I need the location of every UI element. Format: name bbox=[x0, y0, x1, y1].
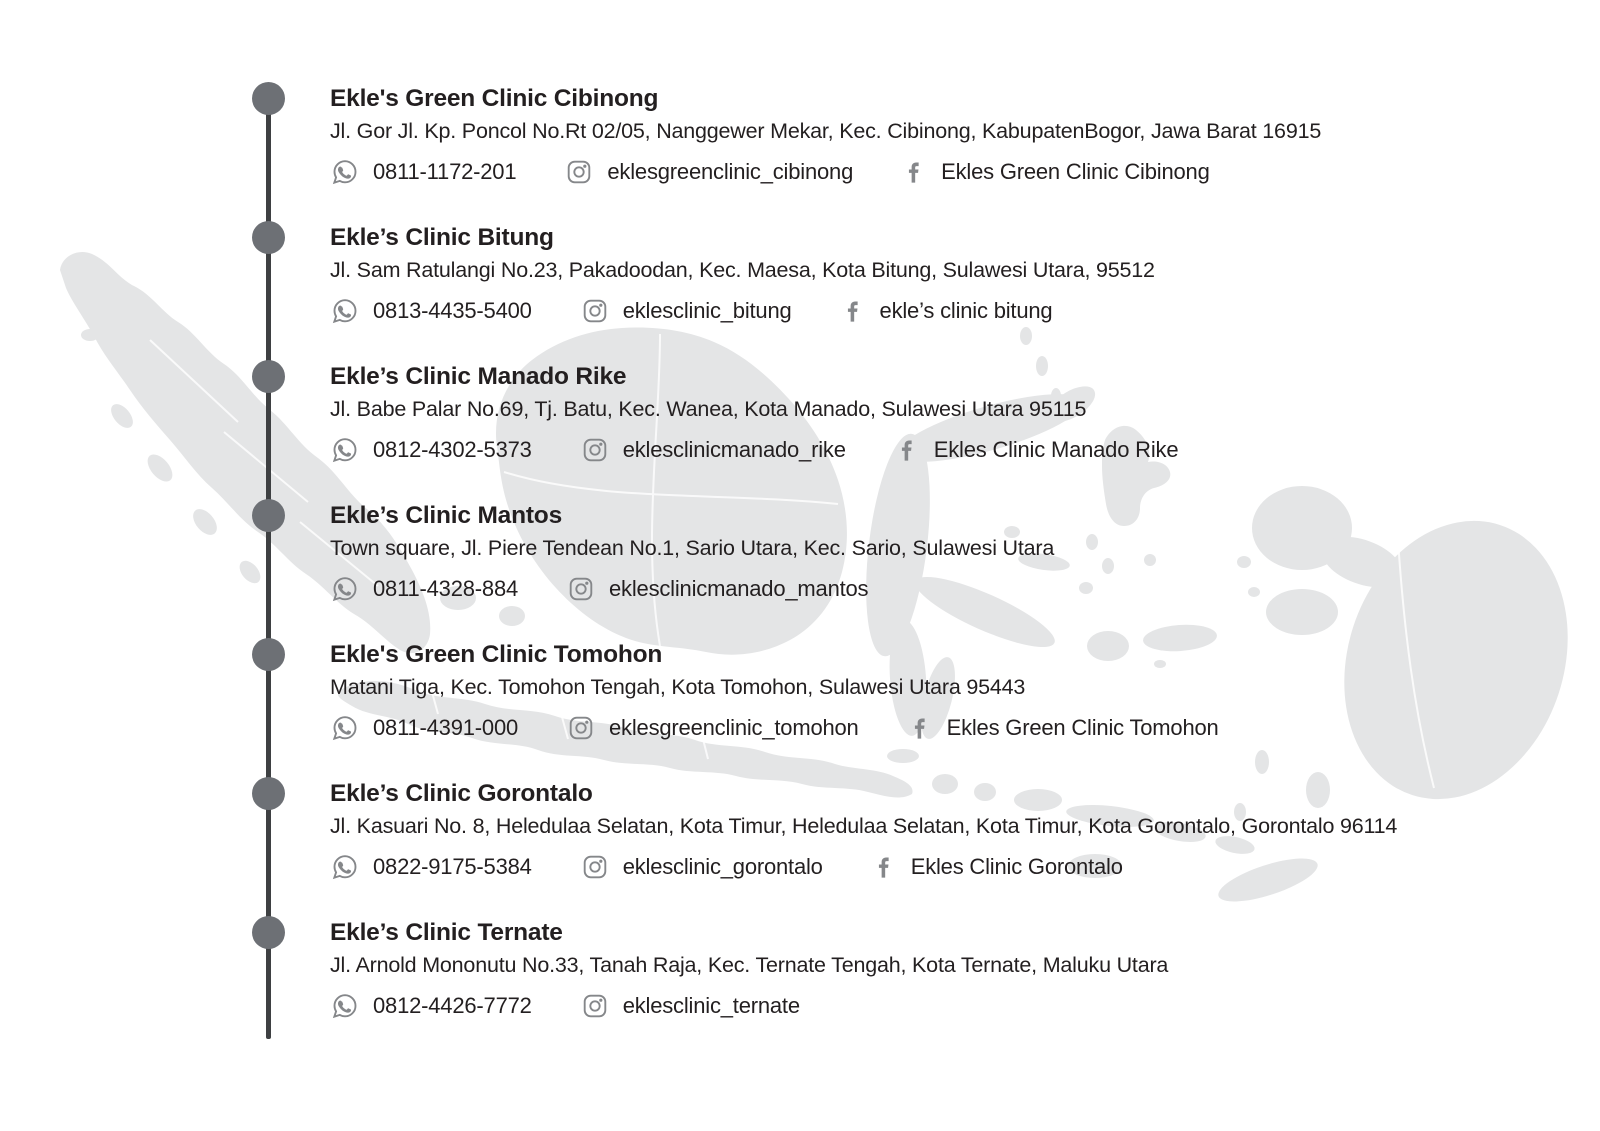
facebook-contact bbox=[907, 715, 1219, 742]
instagram-handle: eklesgreenclinic_tomohon bbox=[609, 715, 859, 740]
instagram-handle: eklesclinic_gorontalo bbox=[622, 854, 823, 879]
clinic-name: Ekle's Green Clinic Cibinong bbox=[330, 85, 659, 112]
clinic-address: Matani Tiga, Kec. Tomohon Tengah, Kota Tomohon, Sulawesi Utara 95443 bbox=[330, 675, 1026, 699]
clinic-entry bbox=[330, 501, 1397, 640]
whatsapp-icon bbox=[330, 157, 360, 187]
clinic-name: Ekle’s Clinic Manado Rike bbox=[330, 363, 627, 390]
clinic-name: Ekle’s Clinic Mantos bbox=[330, 502, 562, 529]
clinic-address: Jl. Babe Palar No.69, Tj. Batu, Kec. Wanea, Kota Manado, Sulawesi Utara 95115 bbox=[330, 397, 1087, 421]
whatsapp-icon bbox=[330, 991, 360, 1021]
timeline-dot bbox=[252, 82, 285, 115]
whatsapp-contact bbox=[330, 991, 532, 1021]
clinic-name: Ekle’s Clinic Ternate bbox=[330, 919, 563, 946]
whatsapp-contact bbox=[330, 713, 518, 743]
facebook-contact bbox=[901, 159, 1210, 186]
timeline-dot bbox=[252, 360, 285, 393]
whatsapp-number: 0812-4426-7772 bbox=[373, 993, 532, 1018]
instagram-icon bbox=[566, 713, 596, 743]
facebook-contact bbox=[871, 854, 1123, 881]
clinic-contacts bbox=[330, 571, 1397, 607]
facebook-icon bbox=[840, 298, 867, 325]
instagram-icon bbox=[580, 991, 610, 1021]
timeline-dot bbox=[252, 777, 285, 810]
instagram-handle: eklesgreenclinic_cibinong bbox=[607, 159, 854, 184]
whatsapp-icon bbox=[330, 296, 360, 326]
timeline-dot bbox=[252, 916, 285, 949]
instagram-contact bbox=[566, 713, 859, 743]
whatsapp-number: 0822-9175-5384 bbox=[373, 854, 532, 879]
clinic-contacts bbox=[330, 293, 1397, 329]
facebook-name: Ekles Clinic Gorontalo bbox=[910, 854, 1123, 879]
clinic-address: Jl. Kasuari No. 8, Heledulaa Selatan, Kota Timur, Heledulaa Selatan, Kota Timur, Kota Gorontalo, Gorontalo 96114 bbox=[330, 814, 1398, 838]
clinic-contacts bbox=[330, 849, 1397, 885]
instagram-handle: eklesclinicmanado_rike bbox=[622, 437, 846, 462]
instagram-handle: eklesclinic_ternate bbox=[622, 993, 800, 1018]
clinic-address: Jl. Arnold Mononutu No.33, Tanah Raja, Kec. Ternate Tengah, Kota Ternate, Maluku Utara bbox=[330, 953, 1169, 977]
whatsapp-icon bbox=[330, 435, 360, 465]
instagram-contact bbox=[580, 435, 846, 465]
instagram-contact bbox=[580, 296, 792, 326]
clinic-address: Jl. Gor Jl. Kp. Poncol No.Rt 02/05, Nanggewer Mekar, Kec. Cibinong, KabupatenBogor, Jawa Barat 16915 bbox=[330, 119, 1322, 143]
timeline-dot bbox=[252, 221, 285, 254]
clinic-address: Jl. Sam Ratulangi No.23, Pakadoodan, Kec. Maesa, Kota Bitung, Sulawesi Utara, 95512 bbox=[330, 258, 1155, 282]
whatsapp-contact bbox=[330, 574, 518, 604]
clinic-entry bbox=[330, 223, 1397, 362]
clinic-entry bbox=[330, 84, 1397, 223]
facebook-name: Ekles Green Clinic Tomohon bbox=[946, 715, 1219, 740]
facebook-name: Ekles Clinic Manado Rike bbox=[933, 437, 1179, 462]
whatsapp-number: 0811-4328-884 bbox=[373, 576, 519, 601]
whatsapp-number: 0811-4391-000 bbox=[373, 715, 519, 740]
instagram-contact bbox=[580, 991, 800, 1021]
instagram-icon bbox=[566, 574, 596, 604]
timeline-dot bbox=[252, 638, 285, 671]
whatsapp-number: 0811-1172-201 bbox=[373, 159, 517, 184]
instagram-icon bbox=[564, 157, 594, 187]
clinic-name: Ekle’s Clinic Gorontalo bbox=[330, 780, 593, 807]
facebook-contact bbox=[894, 437, 1179, 464]
instagram-contact bbox=[564, 157, 853, 187]
whatsapp-contact bbox=[330, 435, 532, 465]
clinic-list bbox=[330, 84, 1397, 1057]
clinic-contacts bbox=[330, 988, 1397, 1024]
clinic-entry bbox=[330, 918, 1397, 1057]
facebook-contact bbox=[840, 298, 1053, 325]
facebook-icon bbox=[894, 437, 921, 464]
whatsapp-number: 0813-4435-5400 bbox=[373, 298, 532, 323]
facebook-icon bbox=[871, 854, 898, 881]
whatsapp-icon bbox=[330, 574, 360, 604]
whatsapp-contact bbox=[330, 157, 516, 187]
whatsapp-number: 0812-4302-5373 bbox=[373, 437, 532, 462]
instagram-handle: eklesclinic_bitung bbox=[622, 298, 792, 323]
whatsapp-contact bbox=[330, 852, 532, 882]
timeline-dot bbox=[252, 499, 285, 532]
whatsapp-icon bbox=[330, 852, 360, 882]
whatsapp-contact bbox=[330, 296, 532, 326]
facebook-name: Ekles Green Clinic Cibinong bbox=[941, 159, 1210, 184]
facebook-name: ekle’s clinic bitung bbox=[879, 298, 1053, 323]
clinic-entry bbox=[330, 779, 1397, 918]
clinic-name: Ekle's Green Clinic Tomohon bbox=[330, 641, 663, 668]
clinic-contacts bbox=[330, 154, 1397, 190]
instagram-contact bbox=[566, 574, 868, 604]
whatsapp-icon bbox=[330, 713, 360, 743]
instagram-handle: eklesclinicmanado_mantos bbox=[609, 576, 869, 601]
clinic-entry bbox=[330, 362, 1397, 501]
clinic-entry bbox=[330, 640, 1397, 779]
instagram-icon bbox=[580, 435, 610, 465]
instagram-icon bbox=[580, 852, 610, 882]
facebook-icon bbox=[901, 159, 928, 186]
facebook-icon bbox=[907, 715, 934, 742]
clinic-contacts bbox=[330, 432, 1397, 468]
instagram-icon bbox=[580, 296, 610, 326]
instagram-contact bbox=[580, 852, 823, 882]
clinic-address: Town square, Jl. Piere Tendean No.1, Sario Utara, Kec. Sario, Sulawesi Utara bbox=[330, 536, 1055, 560]
clinic-name: Ekle’s Clinic Bitung bbox=[330, 224, 554, 251]
clinic-contacts bbox=[330, 710, 1397, 746]
